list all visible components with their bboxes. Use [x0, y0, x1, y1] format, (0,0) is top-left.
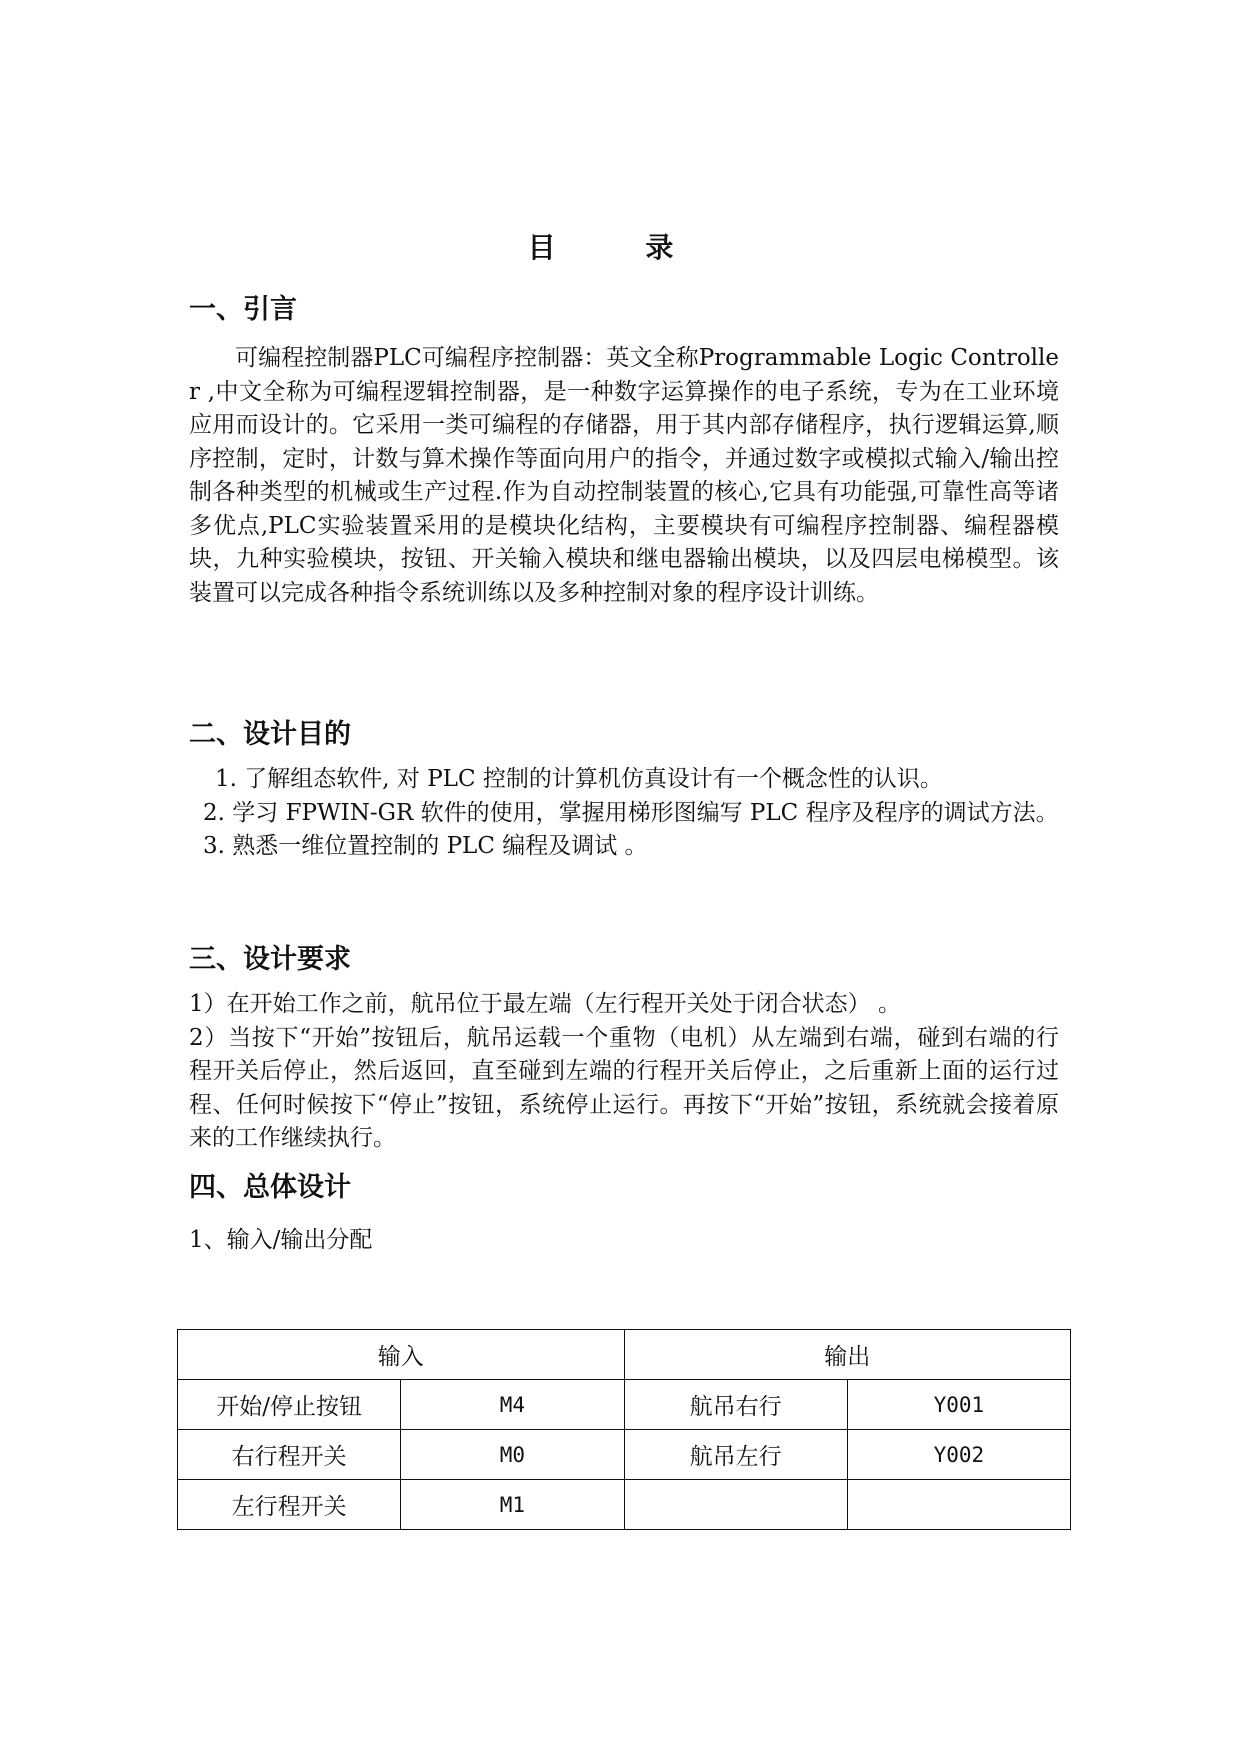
table-row [178, 1430, 1071, 1480]
input-address-cell: M4 [401, 1380, 624, 1430]
section-heading-purpose: 二、设计目的 [189, 719, 351, 750]
io-subheading: 1、输入/输出分配 [189, 1227, 373, 1253]
page-title: 目 录 [527, 231, 714, 264]
output-address-cell: Y001 [847, 1380, 1070, 1430]
table-header-output: 输出 [624, 1330, 1071, 1380]
input-name-cell: 左行程开关 [178, 1480, 401, 1530]
purpose-item-1: 1. 了解组态软件, 对 PLC 控制的计算机仿真设计有一个概念性的认识。 [215, 766, 943, 792]
intro-paragraph: 可编程控制器PLC可编程序控制器：英文全称Programmable Logic Controller ,中文全称为可编程逻辑控制器，是一种数字运算操作的电子系统，专为在工业环境应用而设计的。它采用一类可编程的存储器，用于其内部存储程序，执行逻辑运算,顺序控制，定时，计数与算术操作等面向用户的指令，并通过数字或模拟式输入/输出控制各种类型的机械或生产过程.作为自动控制装置的核心,它具有功能强,可靠性高等诸多优点,PLC实验装置采用的是模块化结构，主要模块有可编程序控制器、编程器模块，九种实验模块，按钮、开关输入模块和继电器输出模块，以及四层电梯模型。该装置可以完成各种指令系统训练以及多种控制对象的程序设计训练。 [189, 345, 1059, 606]
section-requirements [189, 940, 1059, 1156]
input-address-cell: M1 [401, 1480, 624, 1530]
output-name-cell: 航吊右行 [624, 1380, 847, 1430]
input-name-cell: 开始/停止按钮 [178, 1380, 401, 1430]
section-overall [189, 1168, 1059, 1258]
purpose-item-3: 3. 熟悉一维位置控制的 PLC 编程及调试 。 [203, 833, 648, 859]
table-row [178, 1380, 1071, 1430]
table-header-row [178, 1330, 1071, 1380]
output-name-cell: 航吊左行 [624, 1430, 847, 1480]
section-heading-overall: 四、总体设计 [189, 1172, 351, 1203]
table-row [178, 1480, 1071, 1530]
requirement-item-2: 2）当按下“开始”按钮后，航吊运载一个重物（电机）从左端到右端，碰到右端的行 程开关后停止，然后返回，直至碰到左端的行程开关后停止，之后重新上面的运行过程、任何时候按下“停止”按钮，系统停止运行。再按下“开始”按钮，系统就会接着原 来的工作继续执行。 [189, 1024, 1059, 1151]
input-name-cell: 右行程开关 [178, 1430, 401, 1480]
section-heading-intro: 一、引言 [189, 294, 297, 325]
table-header-input: 输入 [178, 1330, 625, 1380]
section-purpose [189, 715, 1059, 864]
input-address-cell: M0 [401, 1430, 624, 1480]
output-address-cell: Y002 [847, 1430, 1070, 1480]
purpose-item-2: 2. 学习 FPWIN-GR 软件的使用，掌握用梯形图编写 PLC 程序及程序的调试方法。 [203, 799, 1059, 826]
output-name-cell [624, 1480, 847, 1530]
output-address-cell [847, 1480, 1070, 1530]
io-allocation-table [177, 1329, 1071, 1530]
section-heading-requirements: 三、设计要求 [189, 944, 351, 975]
section-intro [189, 290, 1059, 610]
requirement-item-1: 1）在开始工作之前，航吊位于最左端（左行程开关处于闭合状态） 。 [189, 991, 901, 1017]
